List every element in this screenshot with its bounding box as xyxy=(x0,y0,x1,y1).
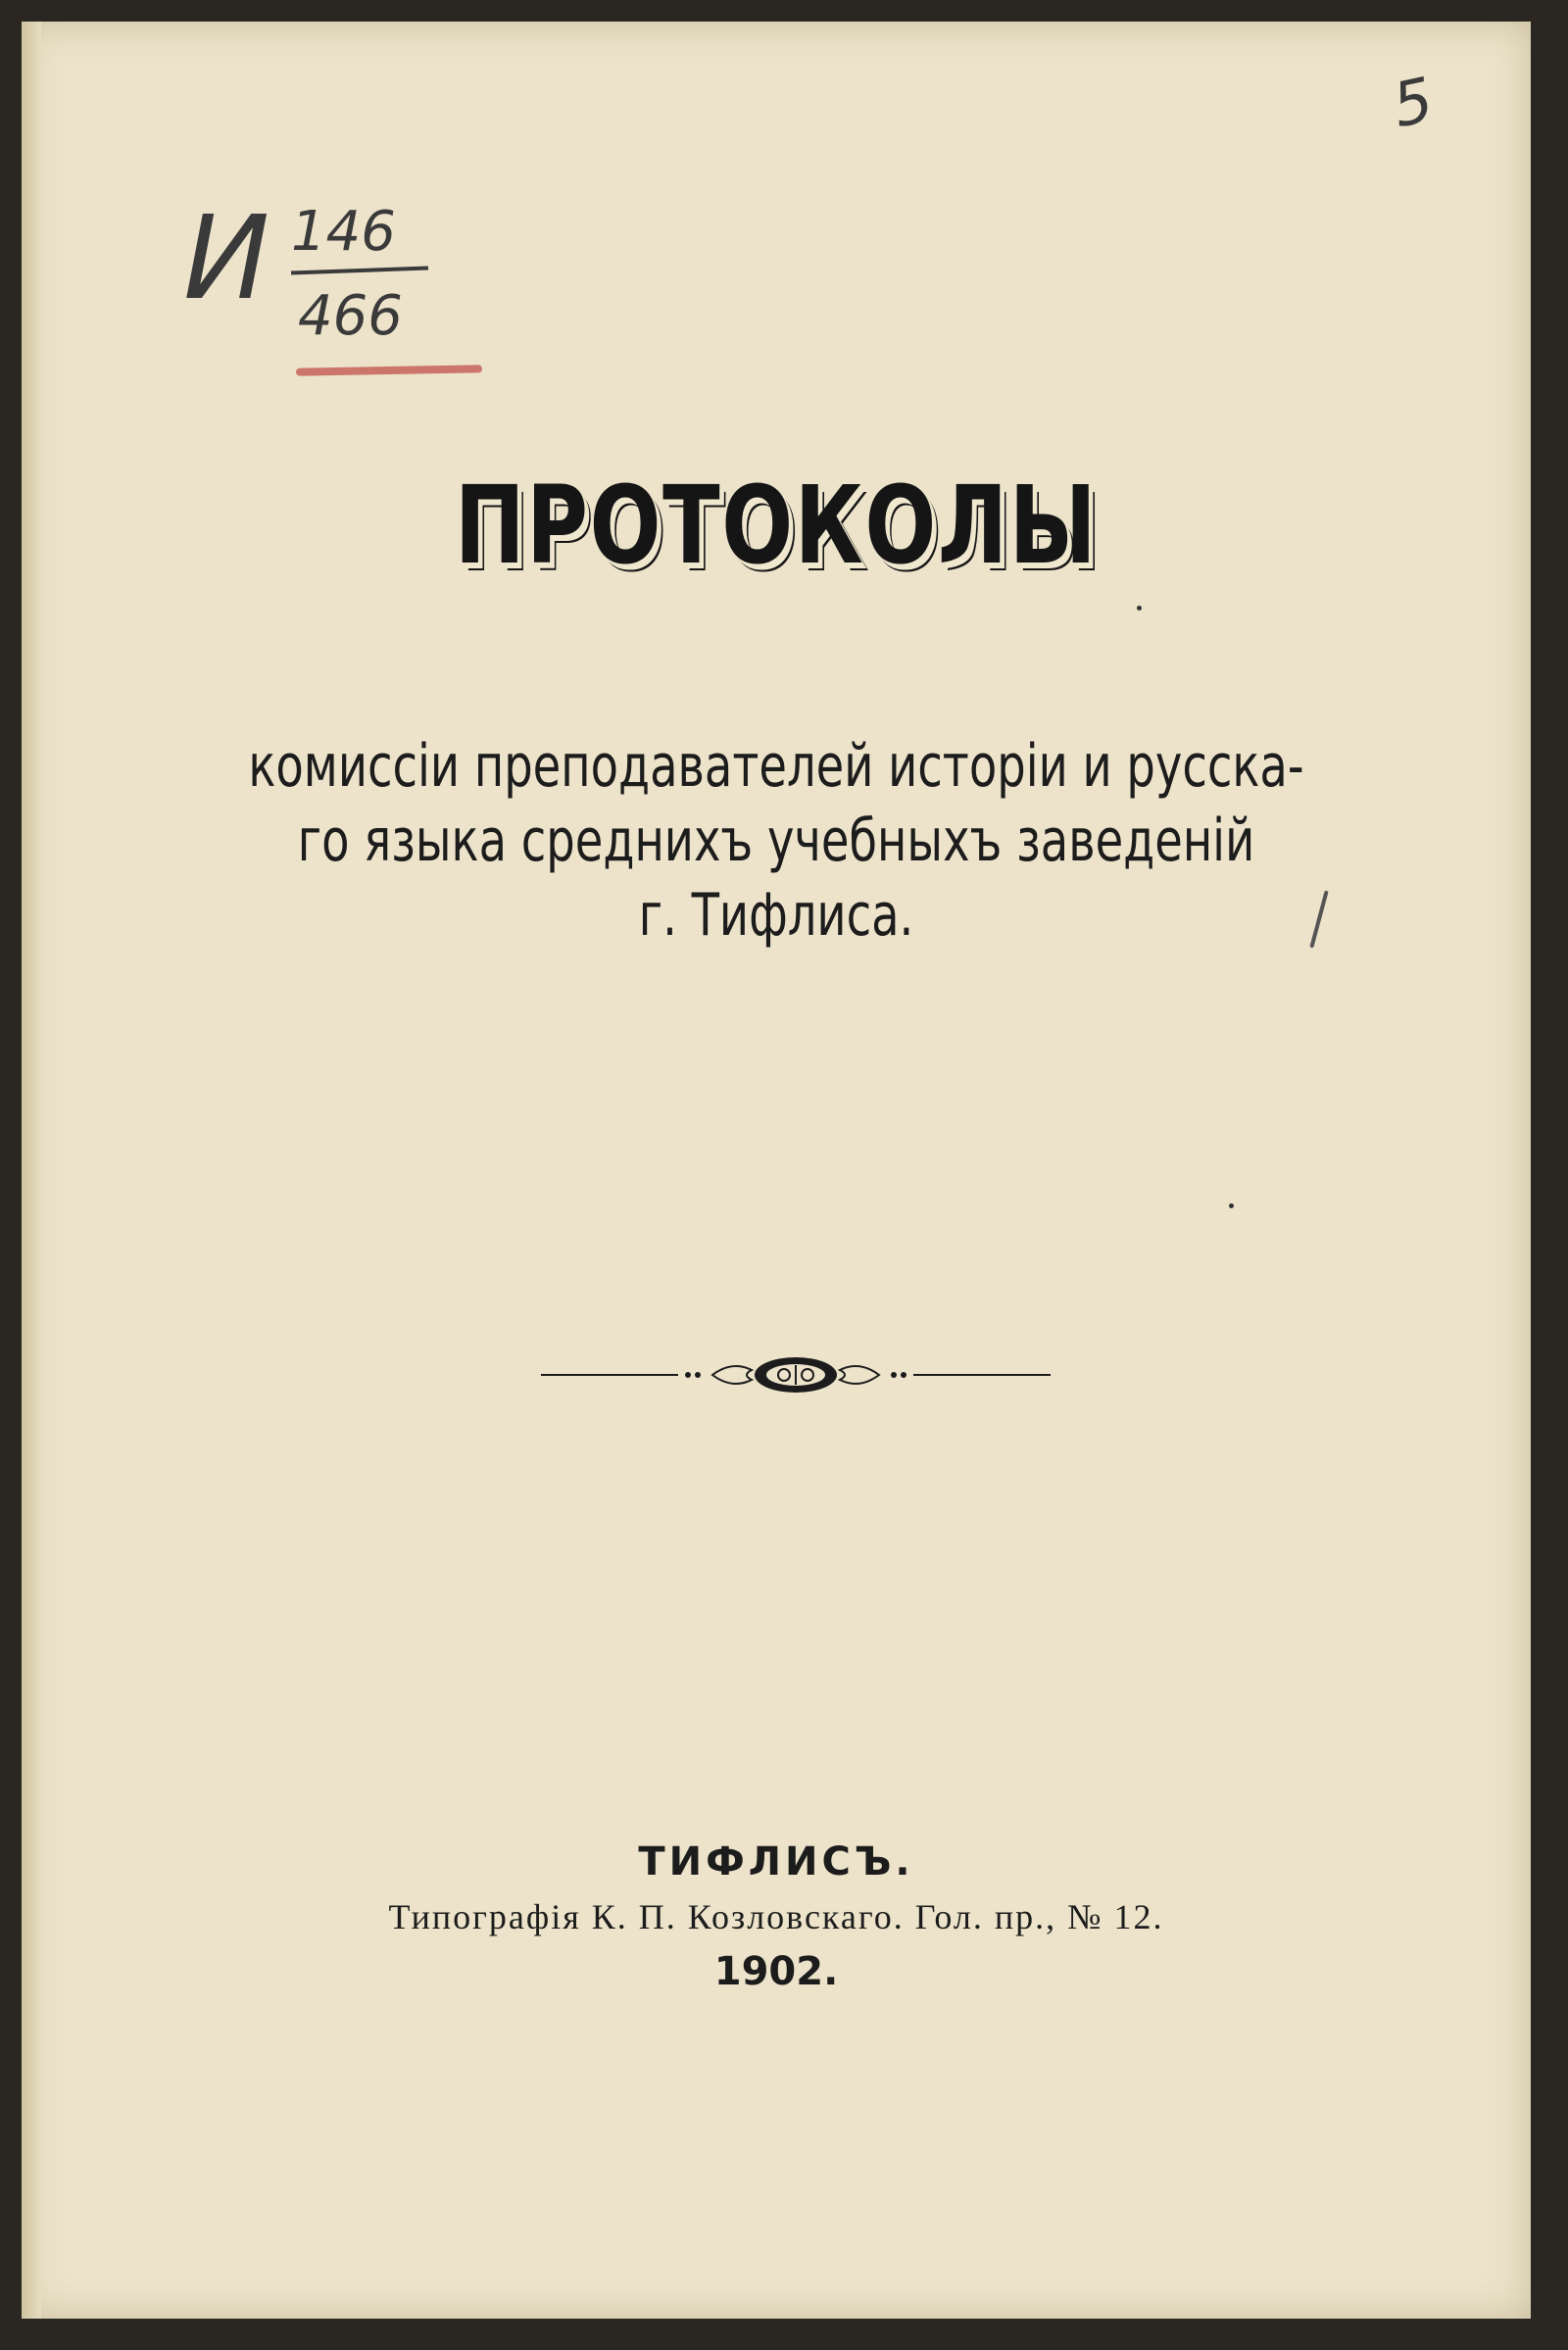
imprint-city: ТИФЛИСЪ. xyxy=(638,1839,914,1885)
paper-speck xyxy=(1229,1203,1234,1208)
subtitle-line: комиссіи преподавателей исторіи и русска- xyxy=(248,732,1304,801)
red-pencil-underline xyxy=(296,365,482,375)
shelf-mark-number-top: 146 xyxy=(291,200,396,264)
page-number-annotation: 5 xyxy=(1386,63,1440,142)
page-title: ПРОТОКОЛЫ xyxy=(454,463,1099,588)
subtitle-line: го языка среднихъ учебныхъ заведеній xyxy=(297,807,1255,875)
imprint-printer: Типографія К. П. Козловскаго. Гол. пр., № 12. xyxy=(388,1897,1164,1936)
shelf-mark-fraction-line xyxy=(291,267,428,275)
imprint-year: 1902. xyxy=(713,1949,839,1994)
paper-speck xyxy=(1137,606,1142,611)
title-page xyxy=(22,22,1531,2319)
subtitle-line: г. Тифлиса. xyxy=(638,881,914,950)
ornamental-divider-icon xyxy=(541,1352,1051,1397)
subtitle xyxy=(127,729,1425,953)
shelf-mark-number-bottom: 466 xyxy=(298,284,403,348)
shelf-mark-letter: И xyxy=(183,190,270,325)
